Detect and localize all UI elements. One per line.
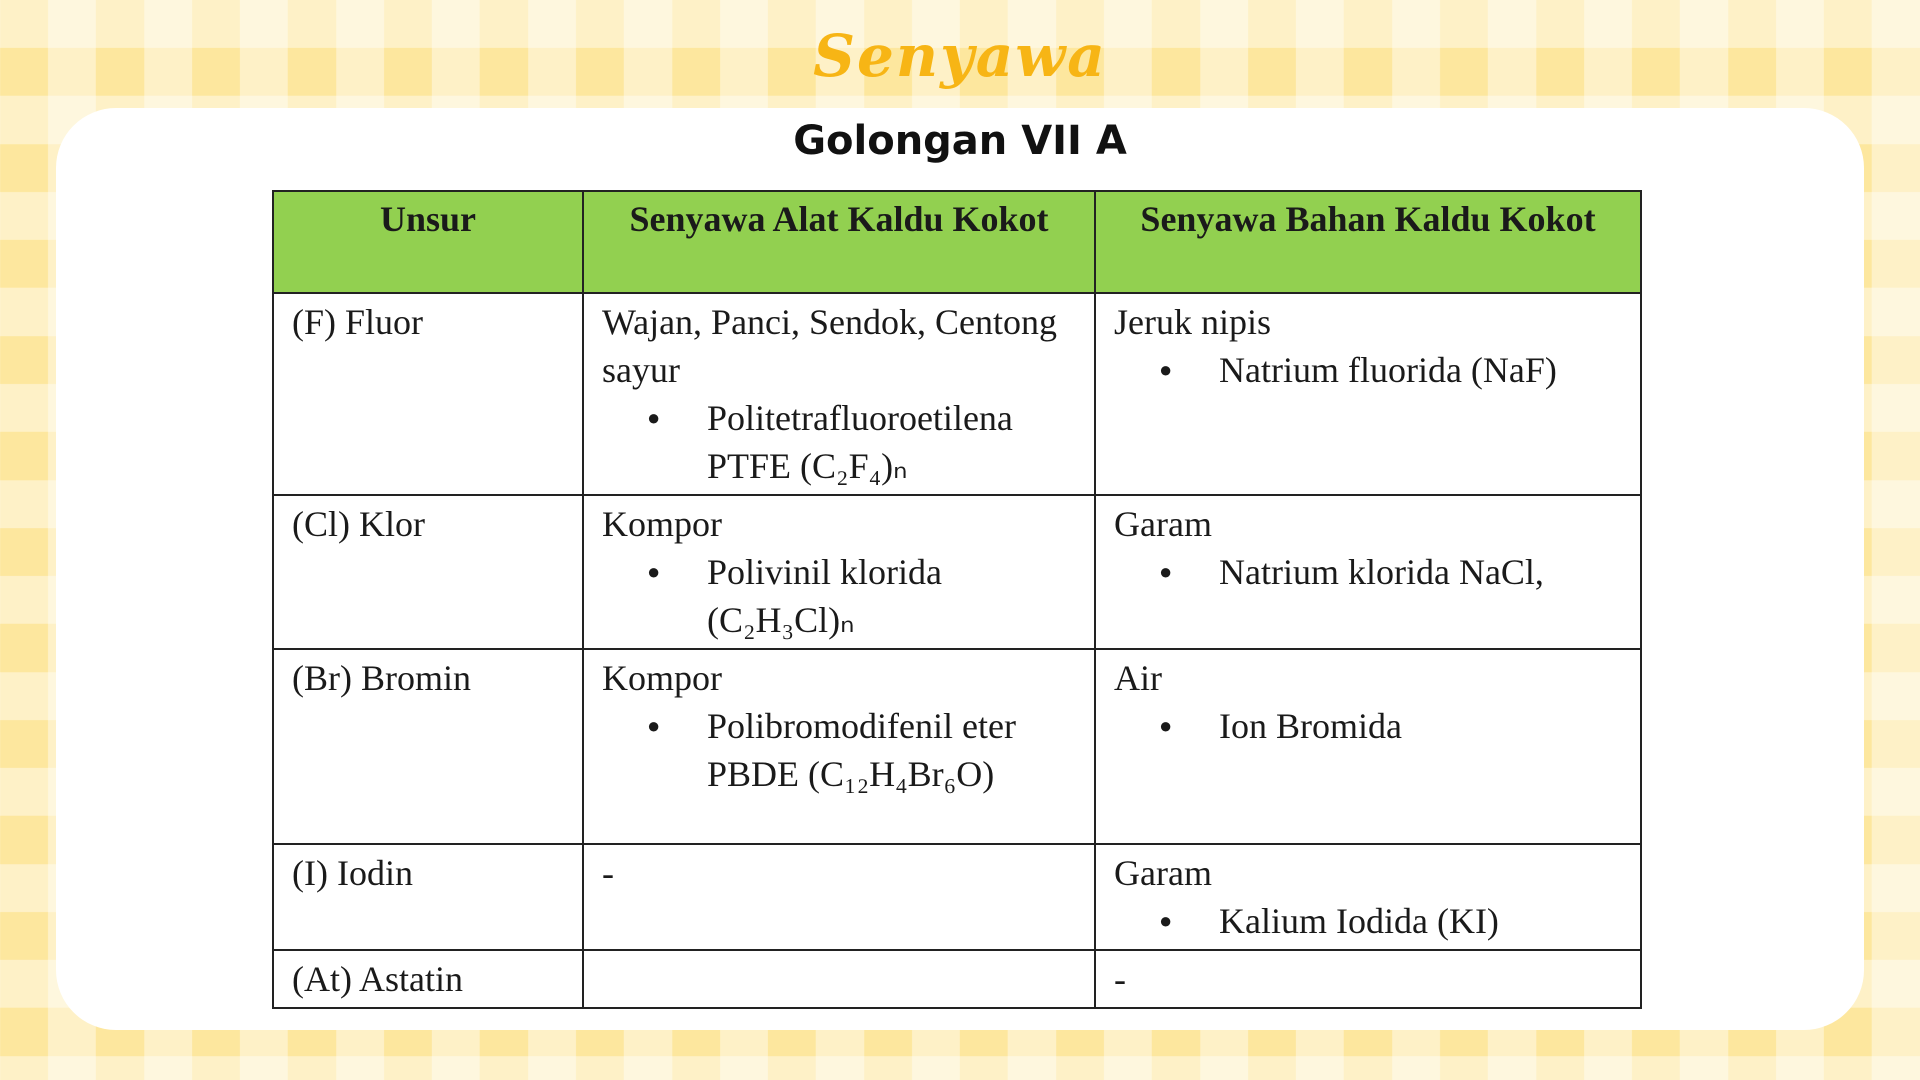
ingredient-text: Garam xyxy=(1114,504,1212,544)
table-row xyxy=(273,293,1641,495)
ingredient-compound-cell xyxy=(1095,293,1641,495)
column-header-unsur: Unsur xyxy=(273,191,583,293)
ingredient-compound-bullet: ● Natrium fluorida (NaF) xyxy=(1219,346,1622,394)
ingredient-text: - xyxy=(1114,959,1126,999)
ingredient-text: Jeruk nipis xyxy=(1114,302,1271,342)
column-header-bahan: Senyawa Bahan Kaldu Kokot xyxy=(1095,191,1641,293)
compound-table xyxy=(272,190,1642,1009)
table-row xyxy=(273,649,1641,844)
table-row xyxy=(273,844,1641,950)
tool-compound-cell xyxy=(583,649,1095,844)
ingredient-compound-bullet: ● Kalium Iodida (KI) xyxy=(1219,897,1622,945)
ingredient-text: Air xyxy=(1114,658,1162,698)
element-cell: (I) Iodin xyxy=(273,844,583,950)
tool-text: Kompor xyxy=(602,504,722,544)
column-header-alat: Senyawa Alat Kaldu Kokot xyxy=(583,191,1095,293)
tool-compound-cell xyxy=(583,844,1095,950)
ingredient-compound-cell xyxy=(1095,495,1641,649)
table-header-row xyxy=(273,191,1641,293)
element-cell: (At) Astatin xyxy=(273,950,583,1008)
page-title: Senyawa xyxy=(813,22,1107,90)
element-cell: (Br) Bromin xyxy=(273,649,583,844)
tool-compound-bullet: ● Polivinil klorida (C₂H₃Cl)ₙ xyxy=(707,548,1076,644)
table-row xyxy=(273,495,1641,649)
tool-compound-bullet: ● Polibromodifenil eter PBDE (C₁₂H₄Br₆O) xyxy=(707,702,1076,798)
element-cell: (Cl) Klor xyxy=(273,495,583,649)
section-subtitle: Golongan VII A xyxy=(793,118,1127,164)
ingredient-compound-bullet: ● Ion Bromida xyxy=(1219,702,1622,750)
ingredient-compound-cell xyxy=(1095,950,1641,1008)
element-cell: (F) Fluor xyxy=(273,293,583,495)
ingredient-compound-cell xyxy=(1095,649,1641,844)
tool-text: - xyxy=(602,853,614,893)
tool-text: Kompor xyxy=(602,658,722,698)
tool-compound-cell xyxy=(583,950,1095,1008)
tool-text: Wajan, Panci, Sendok, Centong sayur xyxy=(602,302,1058,390)
ingredient-compound-cell xyxy=(1095,844,1641,950)
tool-compound-cell xyxy=(583,293,1095,495)
tool-compound-cell xyxy=(583,495,1095,649)
ingredient-text: Garam xyxy=(1114,853,1212,893)
ingredient-compound-bullet: ● Natrium klorida NaCl, xyxy=(1219,548,1622,596)
tool-compound-bullet: ● Politetrafluoroetilena PTFE (C₂F₄)ₙ xyxy=(707,394,1076,490)
table-row xyxy=(273,950,1641,1008)
